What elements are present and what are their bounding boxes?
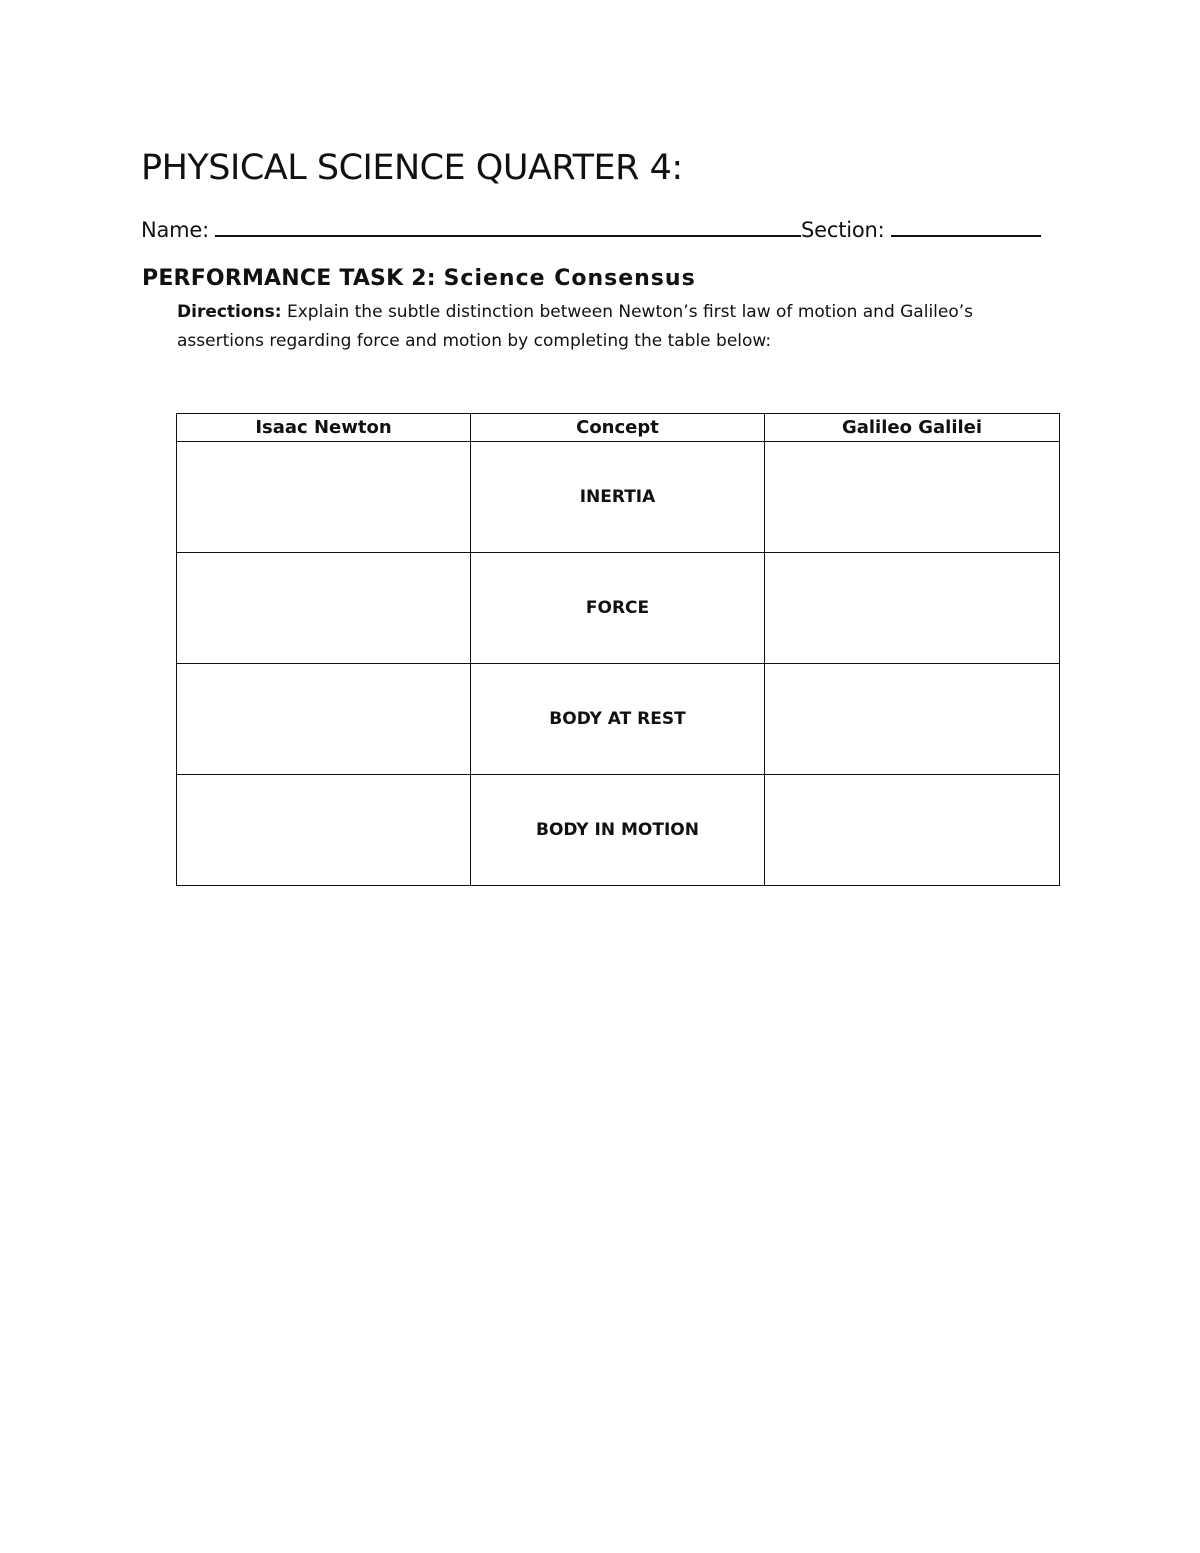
table-header-row — [177, 414, 1060, 442]
table-row — [177, 775, 1060, 886]
concept-cell: BODY AT REST — [471, 664, 765, 775]
galileo-cell[interactable] — [765, 664, 1060, 775]
newton-cell[interactable] — [177, 664, 471, 775]
table-row — [177, 442, 1060, 553]
concept-cell: FORCE — [471, 553, 765, 664]
concept-cell: BODY IN MOTION — [471, 775, 765, 886]
galileo-cell[interactable] — [765, 775, 1060, 886]
table-row — [177, 664, 1060, 775]
concept-cell: INERTIA — [471, 442, 765, 553]
section-blank[interactable] — [891, 217, 1041, 237]
task-heading — [142, 266, 696, 291]
directions — [177, 298, 1017, 356]
name-blank[interactable] — [215, 217, 801, 237]
name-label: Name: — [141, 218, 210, 242]
header-galileo-galilei: Galileo Galilei — [765, 414, 1060, 442]
galileo-cell[interactable] — [765, 553, 1060, 664]
task-title: PERFORMANCE TASK 2: — [142, 266, 436, 291]
comparison-table — [176, 413, 1060, 886]
section-label: Section: — [801, 218, 885, 242]
newton-cell[interactable] — [177, 775, 471, 886]
directions-text: Explain the subtle distinction between Newton’s first law of motion and Galileo’s assertions regarding force and motion by completing the table below: — [177, 302, 974, 351]
task-subtitle: Science Consensus — [443, 266, 696, 291]
header-concept: Concept — [471, 414, 765, 442]
table-row — [177, 553, 1060, 664]
directions-label: Directions: — [177, 302, 282, 322]
page-title: PHYSICAL SCIENCE QUARTER 4: — [141, 148, 683, 188]
newton-cell[interactable] — [177, 553, 471, 664]
header-isaac-newton: Isaac Newton — [177, 414, 471, 442]
galileo-cell[interactable] — [765, 442, 1060, 553]
newton-cell[interactable] — [177, 442, 471, 553]
name-section-line — [141, 217, 1041, 242]
